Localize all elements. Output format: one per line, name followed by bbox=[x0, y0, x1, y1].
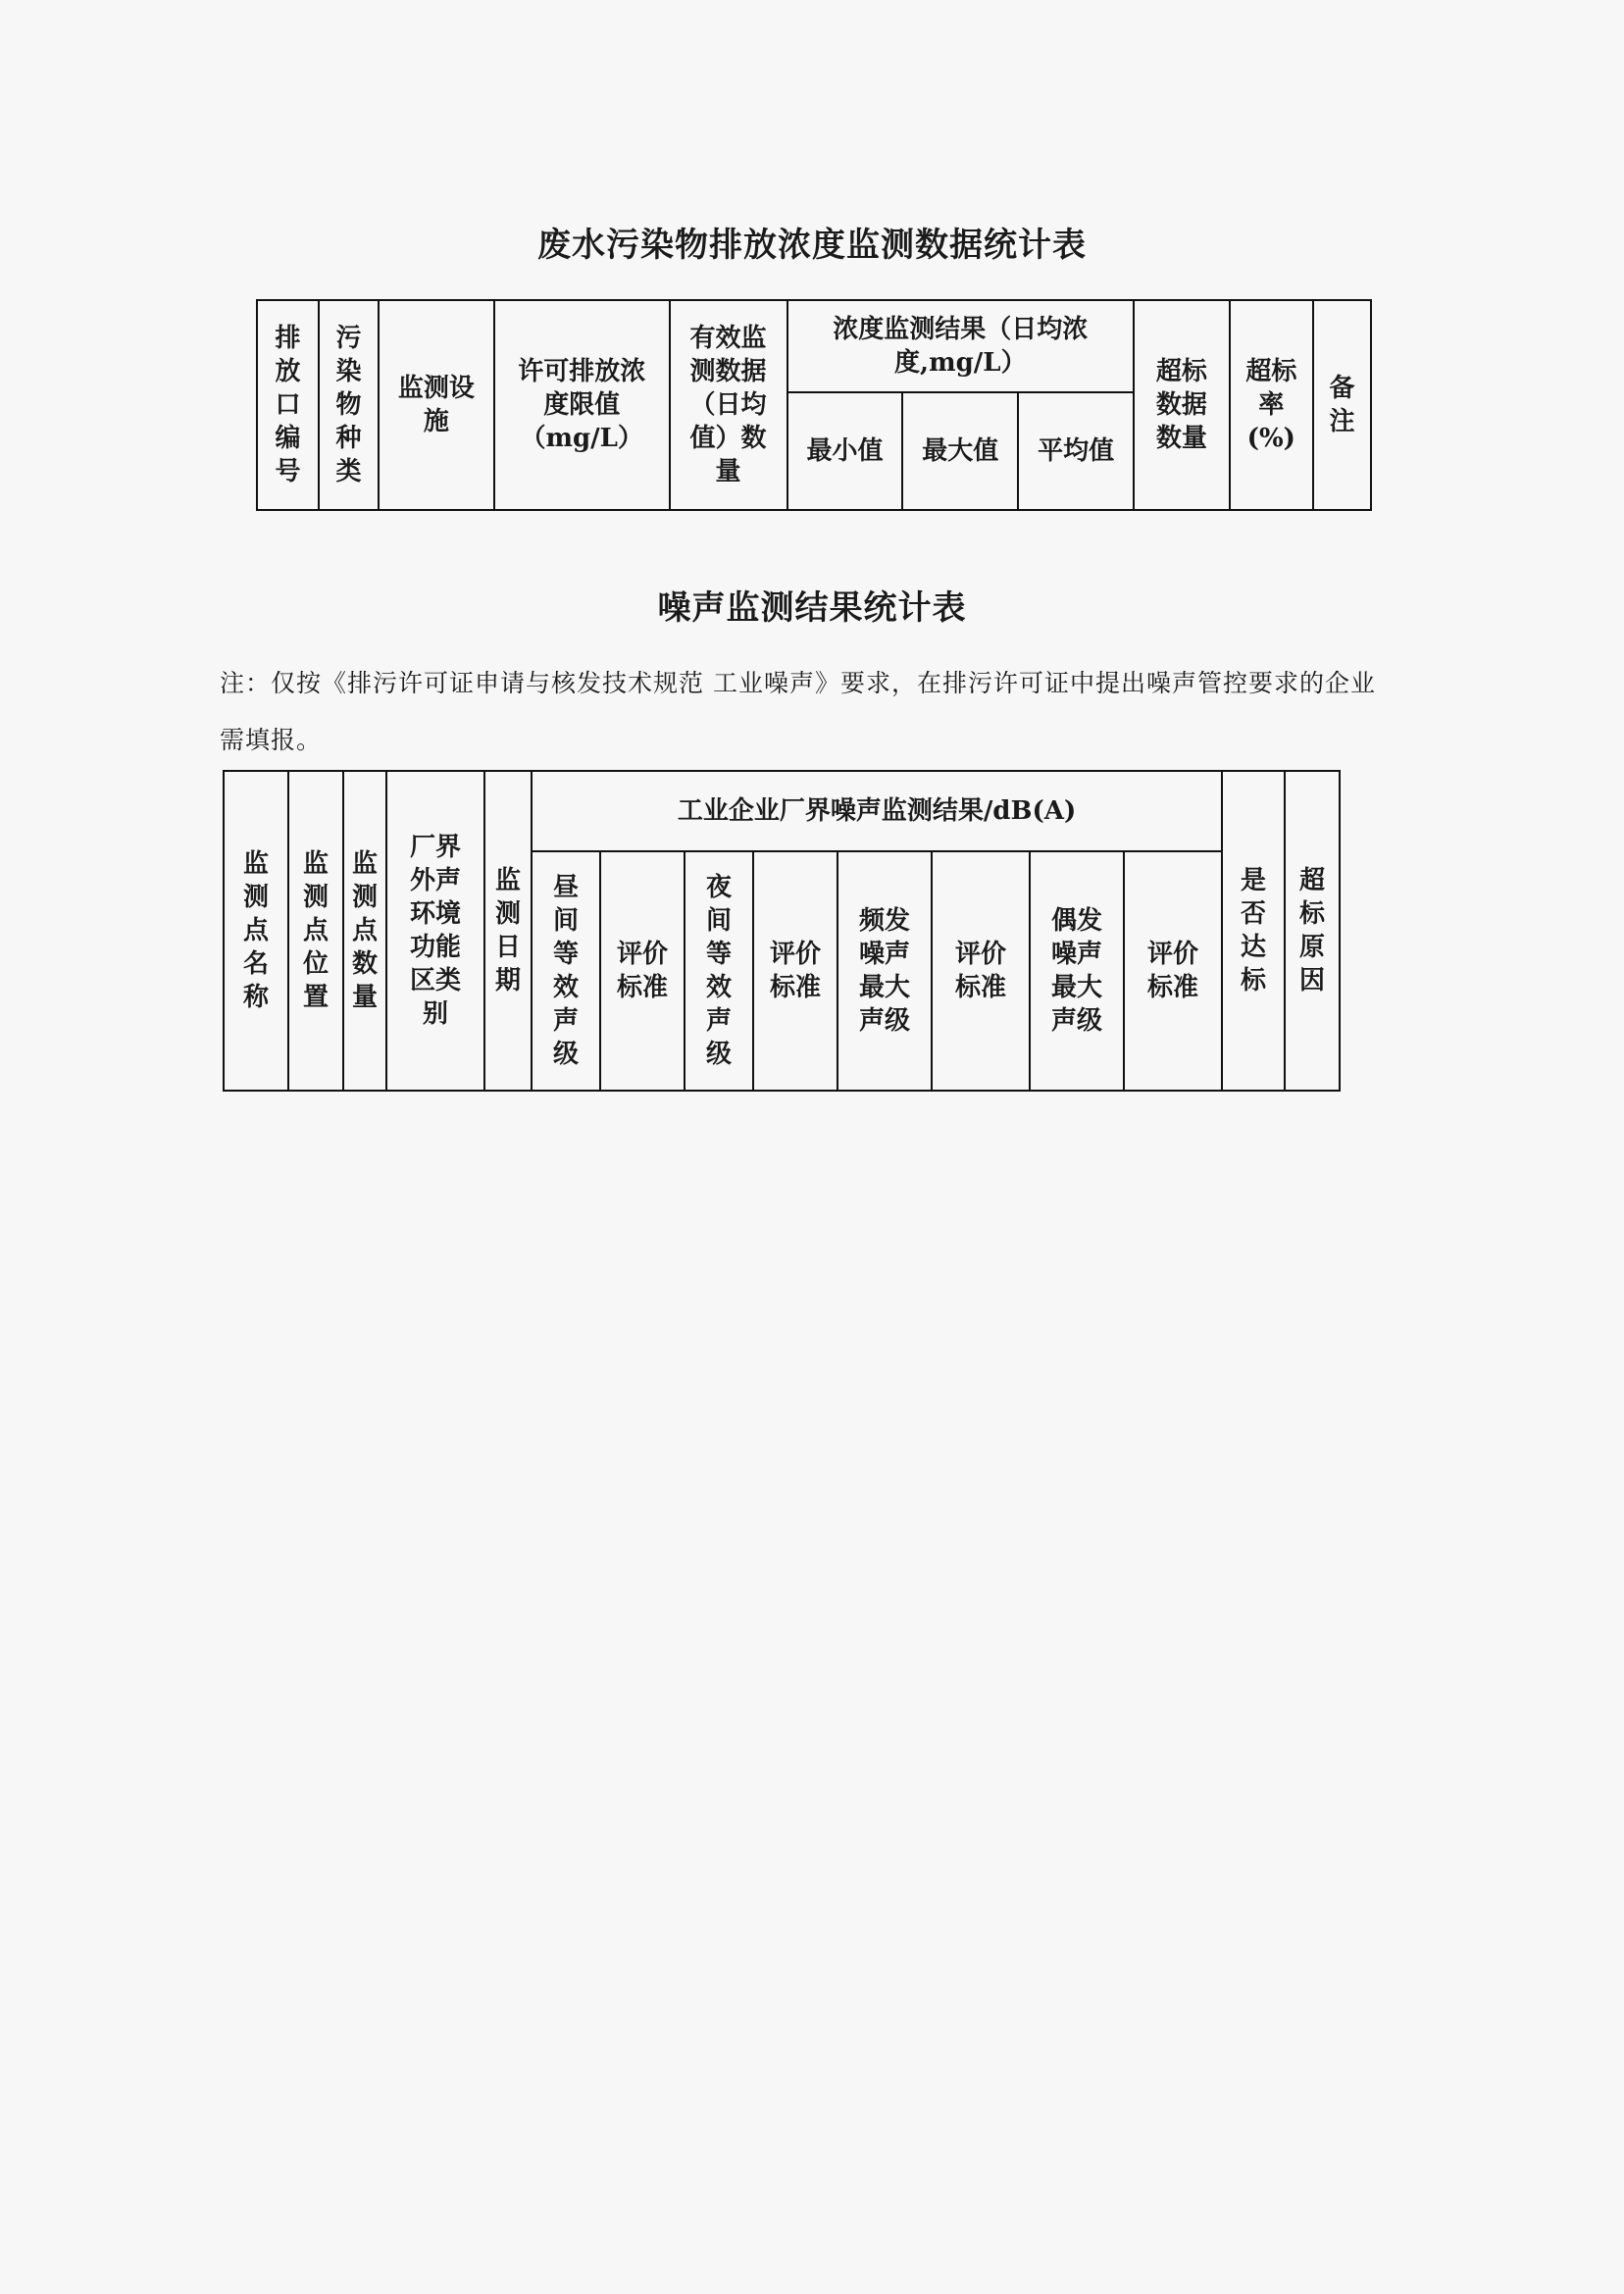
header-outlet-no: 排放口编号 bbox=[257, 300, 319, 510]
header-point-location: 监测点位置 bbox=[288, 771, 343, 1091]
header-occasional-max: 偶发噪声最大声级 bbox=[1030, 851, 1124, 1091]
header-standard-day: 评价标准 bbox=[600, 851, 685, 1091]
header-point-count: 监测点数量 bbox=[343, 771, 386, 1091]
header-day-level: 昼间等效声级 bbox=[532, 851, 600, 1091]
noise-table-title: 噪声监测结果统计表 bbox=[657, 588, 967, 628]
header-permitted-limit: 许可排放浓度限值（mg/L） bbox=[494, 300, 670, 510]
header-remarks: 备注 bbox=[1313, 300, 1371, 510]
header-monitoring-facility: 监测设施 bbox=[379, 300, 494, 510]
header-zone-category: 厂界外声环境功能区类别 bbox=[386, 771, 484, 1091]
header-noise-results: 工业企业厂界噪声监测结果/dB(A) bbox=[532, 771, 1222, 851]
header-standard-frequent: 评价标准 bbox=[932, 851, 1030, 1091]
header-compliant: 是否达标 bbox=[1222, 771, 1285, 1091]
header-pollutant-type: 污染物种类 bbox=[319, 300, 379, 510]
header-exceed-reason: 超标原因 bbox=[1285, 771, 1340, 1091]
header-night-level: 夜间等效声级 bbox=[685, 851, 753, 1091]
header-standard-occasional: 评价标准 bbox=[1124, 851, 1222, 1091]
noise-table-note: 注：仅按《排污许可证申请与核发技术规范 工业噪声》要求，在排污许可证中提出噪声管控要求的企业需填报。 bbox=[220, 669, 1376, 754]
header-max-value: 最大值 bbox=[902, 392, 1018, 510]
wastewater-table bbox=[256, 299, 1372, 511]
header-monitor-date: 监测日期 bbox=[484, 771, 532, 1091]
header-concentration-results: 浓度监测结果（日均浓度,mg/L） bbox=[787, 300, 1135, 392]
noise-table bbox=[223, 770, 1341, 1092]
header-min-value: 最小值 bbox=[787, 392, 903, 510]
header-exceed-rate: 超标率(%) bbox=[1230, 300, 1313, 510]
header-valid-data-count: 有效监测数据（日均值）数量 bbox=[670, 300, 787, 510]
header-exceed-count: 超标数据数量 bbox=[1134, 300, 1230, 510]
header-point-name: 监测点名称 bbox=[224, 771, 288, 1091]
header-standard-night: 评价标准 bbox=[753, 851, 837, 1091]
wastewater-table-title: 废水污染物排放浓度监测数据统计表 bbox=[537, 226, 1087, 265]
header-frequent-max: 频发噪声最大声级 bbox=[837, 851, 932, 1091]
header-avg-value: 平均值 bbox=[1018, 392, 1134, 510]
